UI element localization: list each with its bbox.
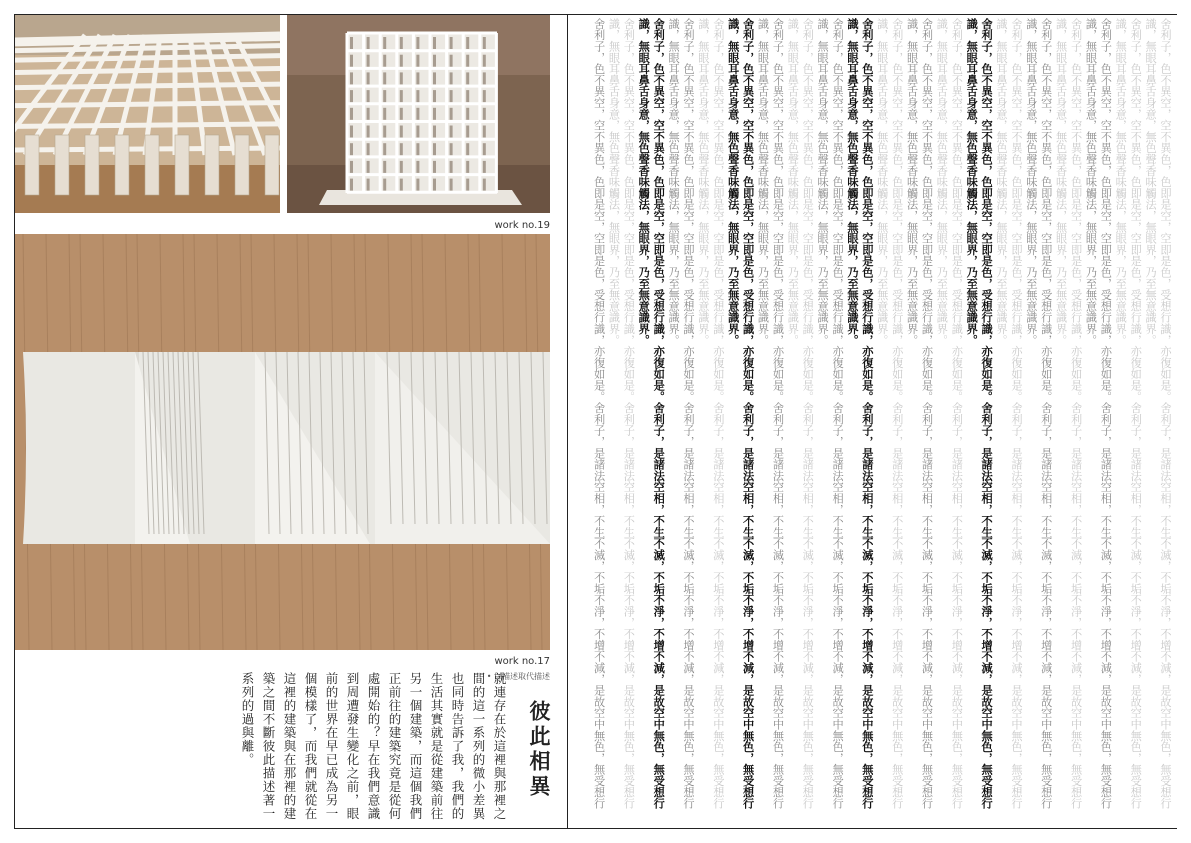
sutra-column: 舍利子，色不異空，空不異色，色即是空，空即是色，受想行識，亦復如是。舍利子，是諸法空相，不生不滅，不垢不淨，不增不減，是故空中無色，無受想行識，無眼耳鼻舌身意，無色聲香味觸法，無眼界，乃至無意識界。 [816, 18, 845, 809]
photo-grid-model-top [287, 15, 550, 213]
sutra-column: 舍利子，色不異空，空不異色，色即是空，空即是色，受想行識，亦復如是。舍利子，是諸法空相，不生不滅，不垢不淨，不增不減，是故空中無色，無受想行識，無眼耳鼻舌身意，無色聲香味觸法，無眼界，乃至無意識界。 [667, 18, 695, 809]
sutra-column: 舍利子，色不異空，空不異色，色即是空，空即是色，受想行識，亦復如是。舍利子，是諸法空相，不生不滅，不垢不淨，不增不減，是故空中無色，無受想行識，無眼耳鼻舌身意，無色聲香味觸法，無眼界，乃至無意識界。 [845, 18, 874, 809]
frame-bottom-rule [14, 828, 1177, 829]
sutra-column: 舍利子，色不異空，空不異色，色即是空，空即是色，受想行識，亦復如是。舍利子，是諸法空相，不生不滅，不垢不淨，不增不減，是故空中無色，無受想行識，無眼耳鼻舌身意，無色聲香味觸法，無眼界，乃至無意識界。 [875, 18, 904, 809]
frame-spine-rule [567, 14, 568, 829]
photo-grid-model-perspective [15, 15, 280, 213]
sutra-column: 舍利子，色不異空，空不異色，色即是空，空即是色，受想行識，亦復如是。舍利子，是諸法空相，不生不滅，不垢不淨，不增不減，是故空中無色，無受想行識，無眼耳鼻舌身意，無色聲香味觸法，無眼界，乃至無意識界。 [607, 18, 636, 809]
sutra-column: 舍利子，色不異空，空不異色，色即是空，空即是色，受想行識，亦復如是。舍利子，是諸法空相，不生不滅，不垢不淨，不增不減，是故空中無色，無受想行識，無眼耳鼻舌身意，無色聲香味觸法，無眼界，乃至無意識界。 [1024, 18, 1053, 809]
caption-work-17-subtitle: • 以描述取代描述 [486, 672, 550, 681]
sutra-column: 舍利子，色不異空，空不異色，色即是空，空即是色，受想行識，亦復如是。舍利子，是諸法空相，不生不滅，不垢不淨，不增不減，是故空中無色，無受想行識，無眼耳鼻舌身意，無色聲香味觸法，無眼界，乃至無意識界。 [786, 18, 815, 809]
sutra-column: 舍利子，色不異空，空不異色，色即是空，空即是色，受想行識，亦復如是。舍利子，是諸法空相，不生不滅，不垢不淨，不增不減，是故空中無色，無受想行識，無眼耳鼻舌身意，無色聲香味觸法，無眼界，乃至無意識界。 [1114, 18, 1143, 809]
sutra-column: 舍利子，色不異空，空不異色，色即是空，空即是色，受想行識，亦復如是。舍利子，是諸法空相，不生不滅，不垢不淨，不增不減，是故空中無色，無受想行識，無眼耳鼻舌身意，無色聲香味觸法，無眼界，乃至無意識界。 [935, 18, 964, 809]
caption-work-19: work no.19 [494, 220, 550, 231]
essay-title: 彼此相異 [527, 700, 552, 800]
essay-body: 就連存在於這裡與那裡之間的這一系列的微小差異也同時告訴了我，我們的生活其實就是從建築前往另一個建築，而這個我們正前往的建築究竟是從何處開始的？早在我們意識到周遭發生變化之前，眼前的世界在早已成為另一個模樣了，而我們就從在這裡的建築與在那裡的建築之間不斷彼此描述著一系列的過與離。 [240, 672, 507, 821]
sutra-column: 舍利子，色不異空，空不異色，色即是空，空即是色，受想行識，亦復如是。舍利子，是諸法空相，不生不滅，不垢不淨，不增不減，是故空中無色，無受想行識，無眼耳鼻舌身意，無色聲香味觸法，無眼界，乃至無意識界。 [1144, 18, 1172, 809]
photo-folded-paper-model [15, 234, 550, 650]
sutra-column: 舍利子，色不異空，空不異色，色即是空，空即是色，受想行識，亦復如是。舍利子，是諸法空相，不生不滅，不垢不淨，不增不減，是故空中無色，無受想行識，無眼耳鼻舌身意，無色聲香味觸法，無眼界，乃至無意識界。 [726, 18, 755, 809]
sutra-column: 舍利子，色不異空，空不異色，色即是空，空即是色，受想行識，亦復如是。舍利子，是諸法空相，不生不滅，不垢不淨，不增不減，是故空中無色，無受想行識，無眼耳鼻舌身意，無色聲香味觸法，無眼界，乃至無意識界。 [696, 18, 725, 809]
sutra-column: 舍利子，色不異空，空不異色，色即是空，空即是色，受想行識，亦復如是。舍利子，是諸法空相，不生不滅，不垢不淨，不增不減，是故空中無色，無受想行識，無眼耳鼻舌身意，無色聲香味觸法，無眼界，乃至無意識界。 [905, 18, 934, 809]
sutra-column: 舍利子，色不異空，空不異色，色即是空，空即是色，受想行識，亦復如是。舍利子，是諸法空相，不生不滅，不垢不淨，不增不減，是故空中無色，無受想行識，無眼耳鼻舌身意，無色聲香味觸法，無眼界，乃至無意識界。 [756, 18, 785, 809]
caption-work-17: work no.17 [494, 656, 550, 667]
sutra-column: 舍利子，色不異空，空不異色，色即是空，空即是色，受想行識，亦復如是。舍利子，是諸法空相，不生不滅，不垢不淨，不增不減，是故空中無色，無受想行識，無眼耳鼻舌身意，無色聲香味觸法，無眼界，乃至無意識界。 [637, 18, 666, 809]
sutra-column: 舍利子，色不異空，空不異色，色即是空，空即是色，受想行識，亦復如是。舍利子，是諸法空相，不生不滅，不垢不淨，不增不減，是故空中無色，無受想行識，無眼耳鼻舌身意，無色聲香味觸法，無眼界，乃至無意識界。 [965, 18, 994, 809]
sutra-column: 舍利子，色不異空，空不異色，色即是空，空即是色，受想行識，亦復如是。舍利子，是諸法空相，不生不滅，不垢不淨，不增不減，是故空中無色，無受想行 [592, 18, 606, 809]
sutra-text-block [592, 18, 1172, 826]
sutra-column: 舍利子，色不異空，空不異色，色即是空，空即是色，受想行識，亦復如是。舍利子，是諸法空相，不生不滅，不垢不淨，不增不減，是故空中無色，無受想行識，無眼耳鼻舌身意，無色聲香味觸法，無眼界，乃至無意識界。 [1054, 18, 1083, 809]
sutra-column: 舍利子，色不異空，空不異色，色即是空，空即是色，受想行識，亦復如是。舍利子，是諸法空相，不生不滅，不垢不淨，不增不減，是故空中無色，無受想行識，無眼耳鼻舌身意，無色聲香味觸法，無眼界，乃至無意識界。 [995, 18, 1023, 809]
sutra-column: 舍利子，色不異空，空不異色，色即是空，空即是色，受想行識，亦復如是。舍利子，是諸法空相，不生不滅，不垢不淨，不增不減，是故空中無色，無受想行識，無眼耳鼻舌身意，無色聲香味觸法，無眼界，乃至無意識界。 [1084, 18, 1113, 809]
